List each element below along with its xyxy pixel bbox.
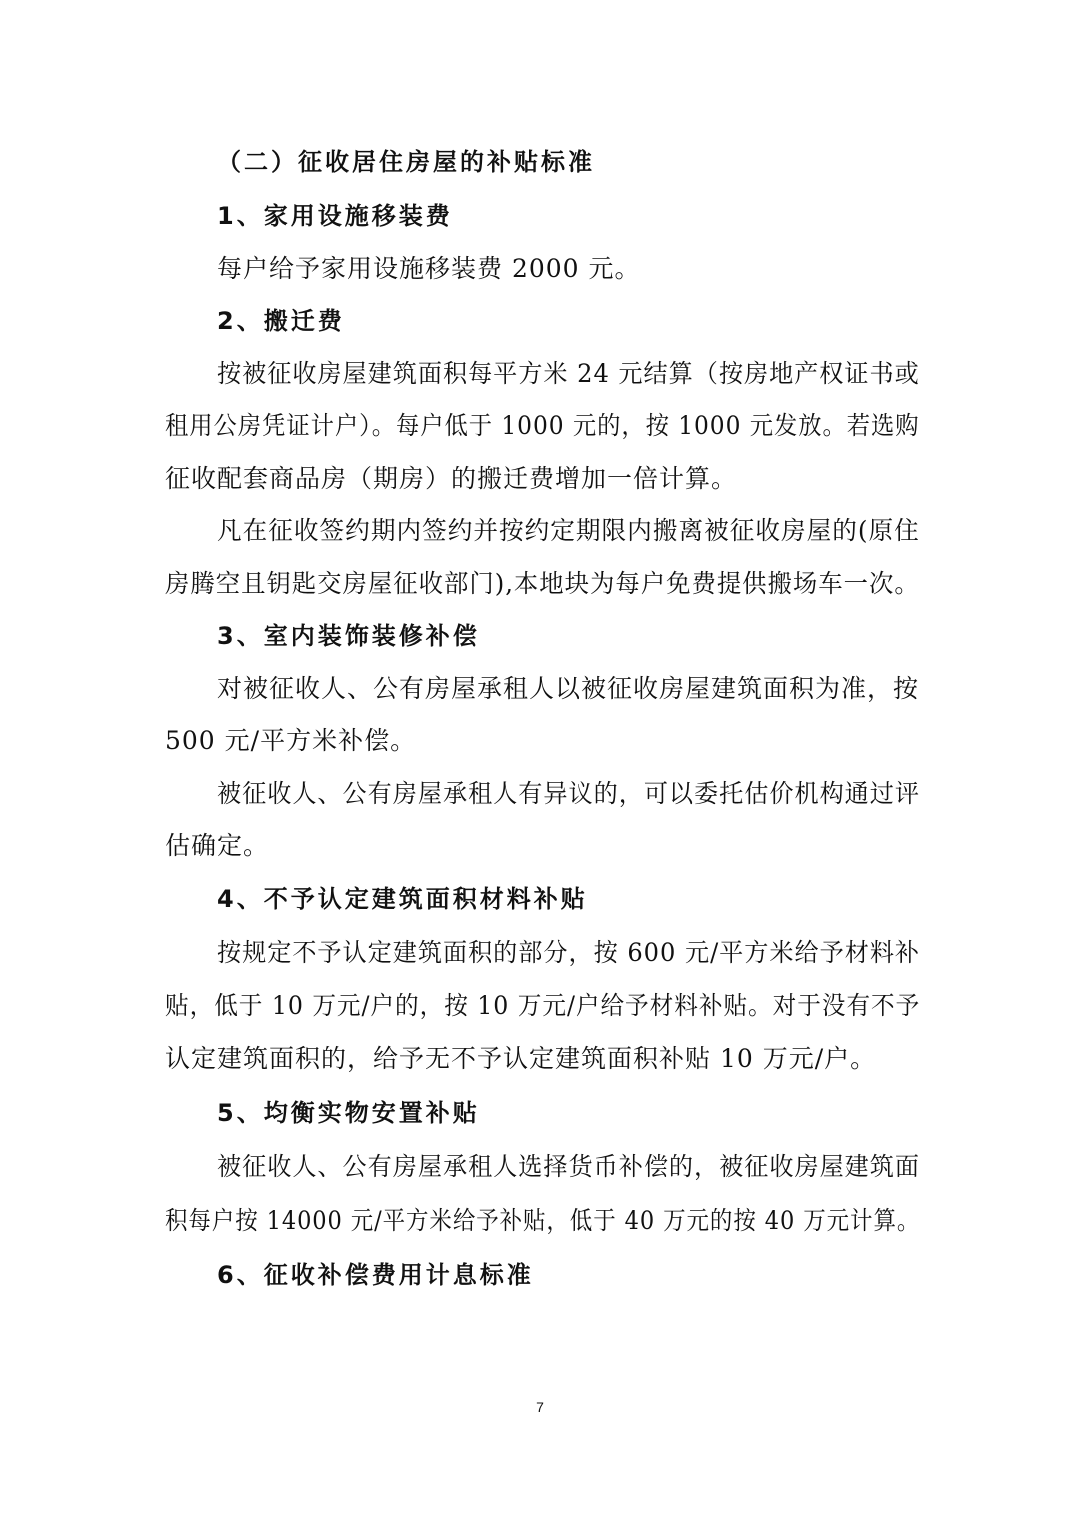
- page-number: 7: [536, 1399, 544, 1415]
- paragraph-line: 认定建筑面积的，给予无不予认定建筑面积补贴 10 万元/户。: [165, 1044, 877, 1073]
- paragraph-line: 500 元/平方米补偿。: [165, 726, 417, 755]
- paragraph-line: 被征收人、公有房屋承租人选择货币补偿的，被征收房屋建筑面: [217, 1152, 921, 1181]
- item-6-heading: 6、征收补偿费用计息标准: [217, 1261, 534, 1289]
- paragraph-line: 被征收人、公有房屋承租人有异议的，可以委托估价机构通过评: [217, 779, 921, 808]
- paragraph-line: 凡在征收签约期内签约并按约定期限内搬离被征收房屋的(原住: [217, 516, 920, 545]
- item-1-heading: 1、家用设施移装费: [217, 202, 453, 230]
- paragraph-line: 征收配套商品房（期房）的搬迁费增加一倍计算。: [165, 464, 738, 493]
- paragraph-line: 每户给予家用设施移装费 2000 元。: [217, 254, 641, 283]
- paragraph-line: 对被征收人、公有房屋承租人以被征收房屋建筑面积为准，按: [217, 674, 920, 703]
- item-4-heading: 4、不予认定建筑面积材料补贴: [217, 885, 588, 913]
- paragraph-line: 租用公房凭证计户）。每户低于 1000 元的，按 1000 元发放。若选购: [165, 411, 920, 440]
- paragraph-line: 按规定不予认定建筑面积的部分，按 600 元/平方米给予材料补: [217, 938, 921, 967]
- item-2-heading: 2、搬迁费: [217, 307, 345, 335]
- paragraph-line: 房腾空且钥匙交房屋征收部门),本地块为每户免费提供搬场车一次。: [165, 569, 920, 598]
- item-3-heading: 3、室内装饰装修补偿: [217, 622, 480, 650]
- item-5-heading: 5、均衡实物安置补贴: [217, 1099, 480, 1127]
- paragraph-line: 按被征收房屋建筑面积每平方米 24 元结算（按房地产权证书或: [217, 359, 920, 388]
- paragraph-line: 估确定。: [165, 831, 270, 860]
- paragraph-line: 积每户按 14000 元/平方米给予补贴，低于 40 万元的按 40 万元计算。: [165, 1206, 921, 1235]
- paragraph-line: 贴，低于 10 万元/户的，按 10 万元/户给予材料补贴。对于没有不予: [165, 991, 921, 1020]
- section-heading: （二）征收居住房屋的补贴标准: [217, 148, 595, 176]
